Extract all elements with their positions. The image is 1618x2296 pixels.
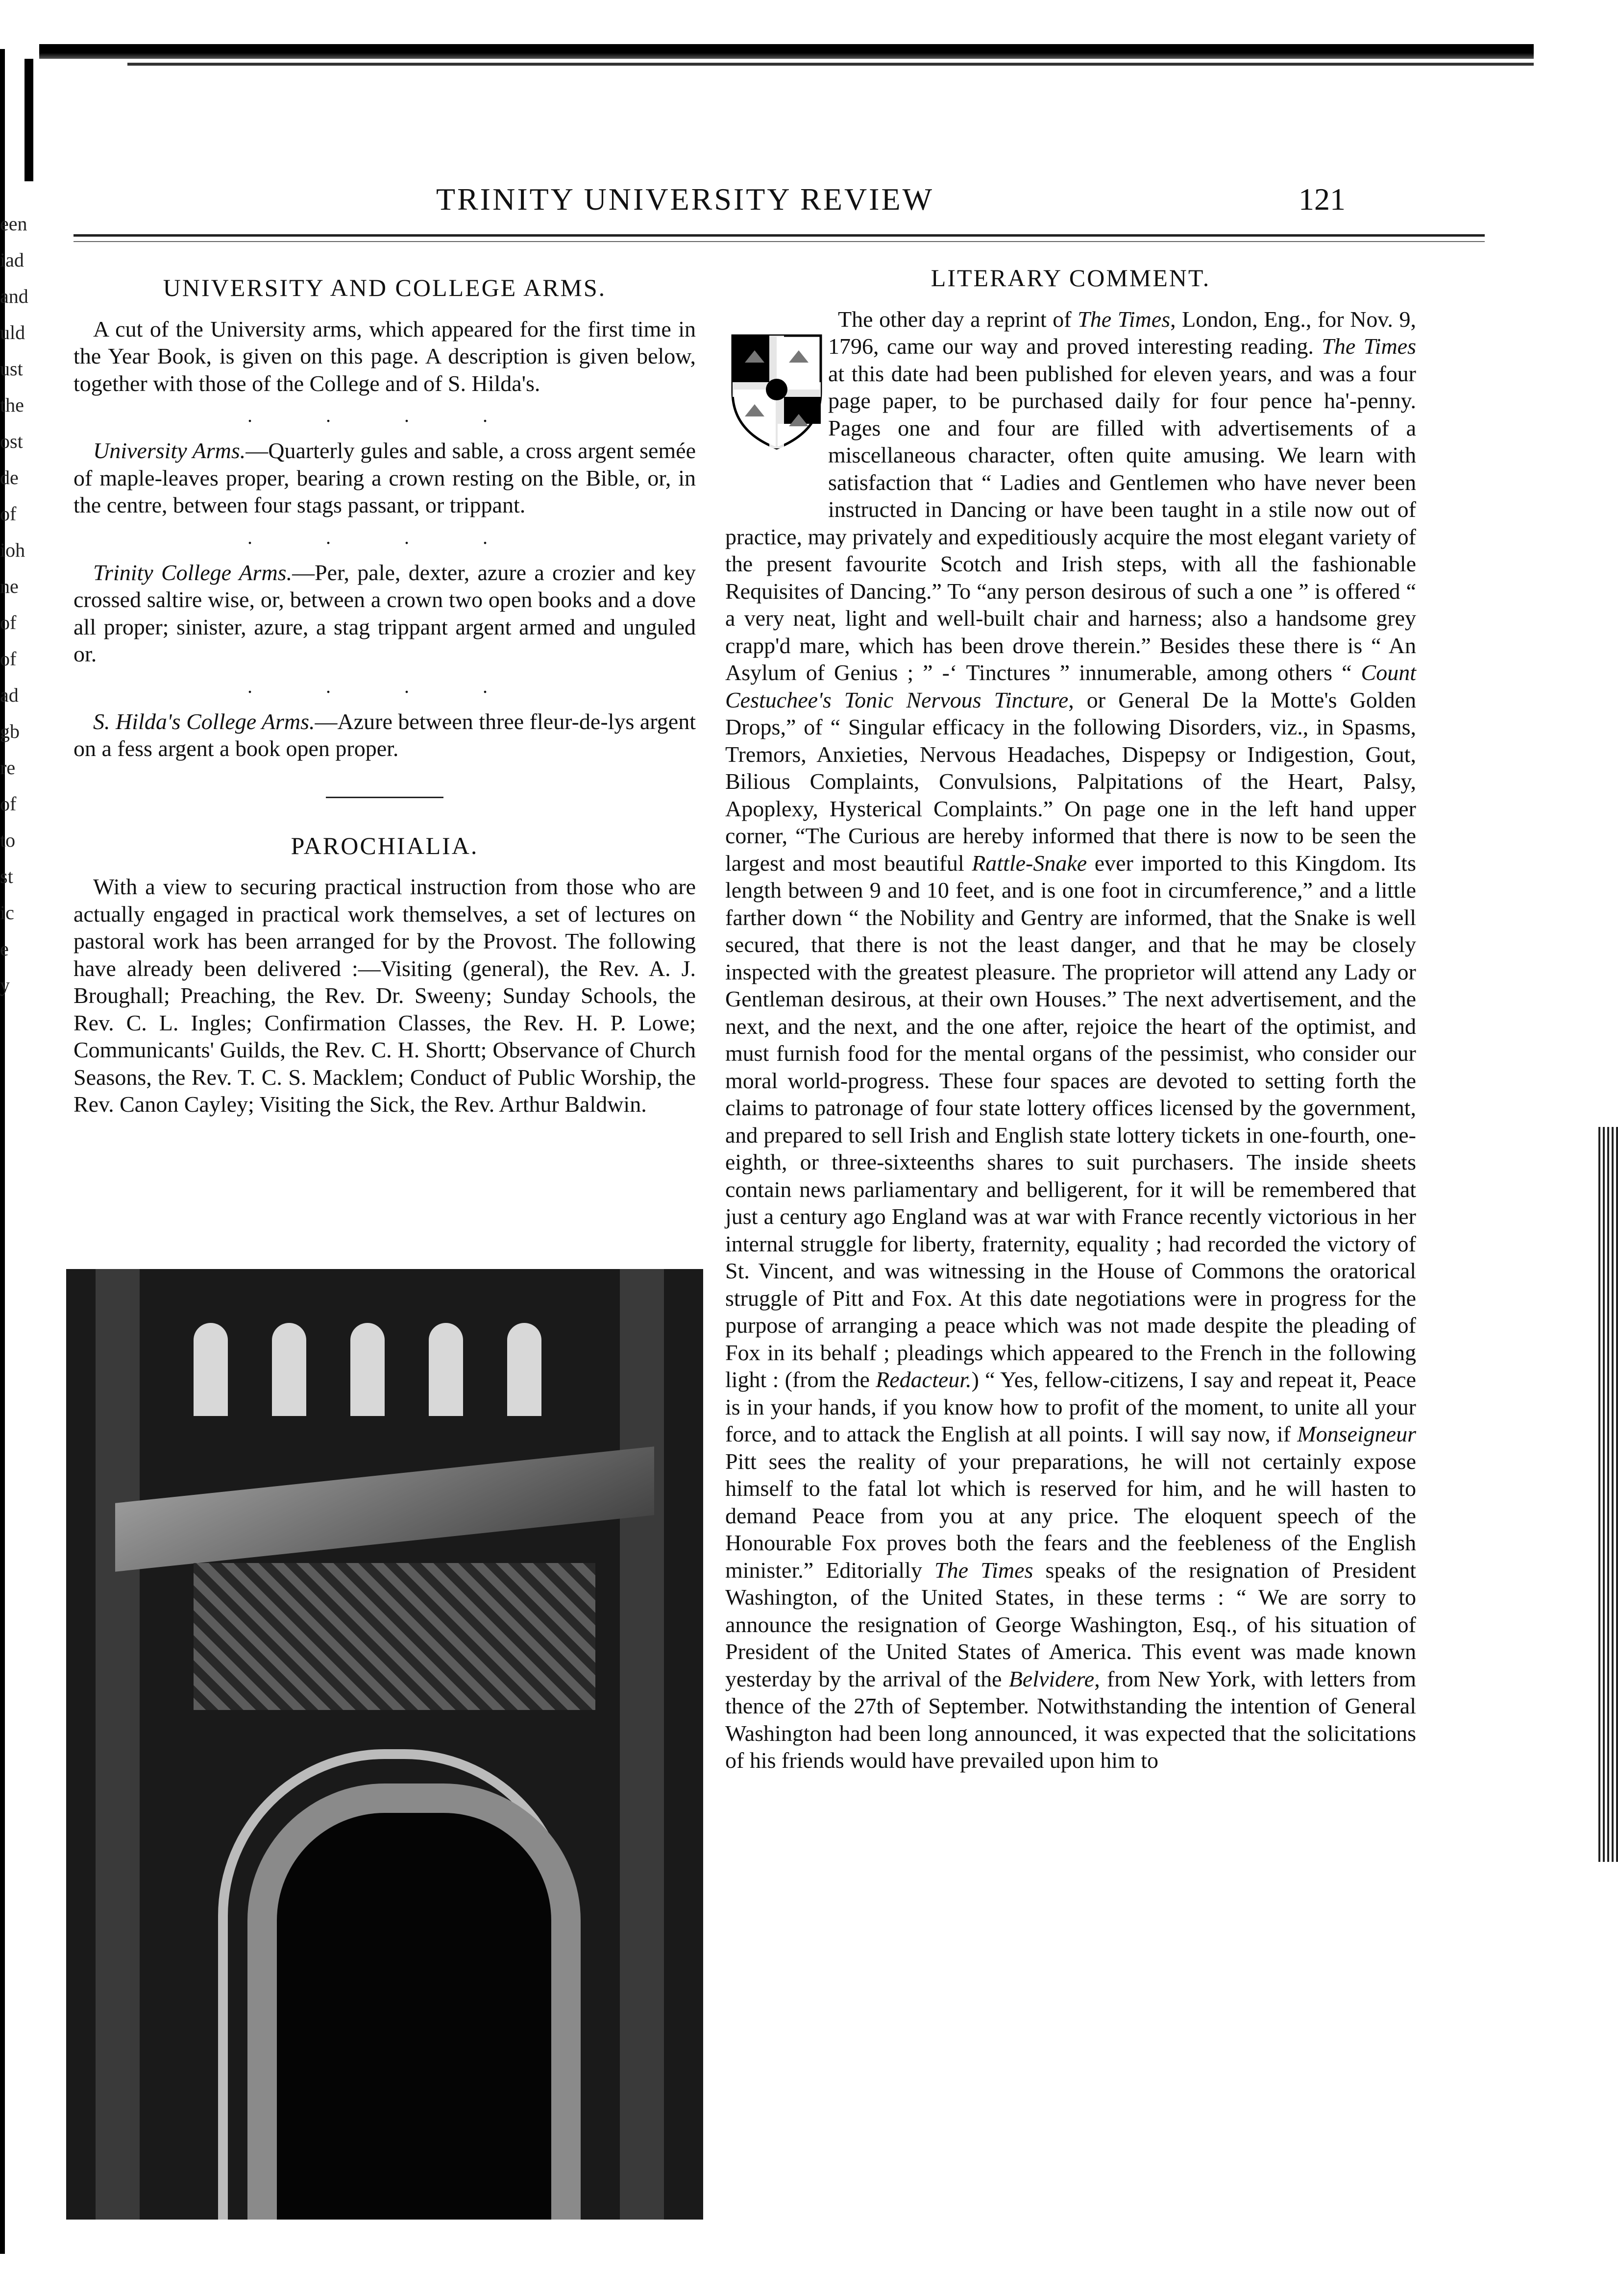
body-text: , from New York, with letters from thence of the 27th of September. Notwithstanding the intention of General Washington had been long announced, it was expected that the solicitations of his friends would have prevailed upon him to — [725, 1666, 1416, 1773]
body-text: , or General De la Motte's Golden Drops,” of “ Singular efficacy in the following Disorders, viz., in Spasms, Tremors, Anxieties, Nervous Headaches, Dispepsy or Indigestion, Gout, Bilious Complaints, Convulsions, Palpitations of the Heart, Palsy, Apoplexy, Hysterical Complaints.” On page one in the left hand upper corner, “The Curious are hereby informed that there is now to be seen the largest and most beautiful — [725, 687, 1416, 876]
margin-fragment: ic — [0, 902, 14, 924]
margin-fragment: of — [0, 611, 17, 634]
margin-fragment: the — [0, 394, 24, 416]
body-text: ) “ Yes, fellow-citizens, I say and repeat it, Peace is in your hands, if you know how to profit of the moment, to unite all your force, and to attack the English at all points. I will say now, if — [725, 1367, 1416, 1446]
photo-window — [507, 1323, 541, 1416]
photo-window — [350, 1323, 385, 1416]
margin-fragment: uld — [0, 321, 25, 343]
tincture-name: Count Cestuchee's Tonic Nervous Tincture — [725, 660, 1416, 712]
chapel-doorway-photograph — [66, 1269, 703, 2220]
university-arms-label: University Arms. — [93, 438, 246, 463]
body-text: at this date had been published for eleven years, and was a four page paper, to be purchased daily for four pence ha'-penny. Pages one and four are filled with advertisements of a miscellaneous character, often quite amusing. We learn with satisfaction that “ Ladies and Gentlemen who have never been instructed in Dancing or have been taught in a stile now out of practice, may privately and expeditiously acquire the most elegant variety of the present favourite Scotch and Irish steps, with all the fashionable Requisites of Dancing.” To “any person desirous of such a one ” is offered “ a very neat, light and well-built chair and harness; also a handsome grey crapp'd mare, which has been drove therein.” Besides these there is “ An Asylum of Genius ; ” -‘ Tinctures ” innumerable, among others “ — [725, 361, 1416, 685]
body-text: ever imported to this Kingdom. Its length between 9 and 10 feet, and is one foot in circumference,” and a little farther down “ the Nobility and Gentry are informed, that the Snake is well secured, that there is not the least danger, and that he may be closely inspected with the greatest pleasure. The proprietor will attend any Lady or Gentleman desirous, at their own Houses.” The next advertisement, and the next, and the next, and the one after, rejoice the heart of the optimist, and must furnish food for the mental organs of the pessimist, who consider our moral world-progress. These four spaces are devoted to setting forth the claims to patronage of four state lottery offices licensed by the government, and prepared to sell Irish and English state lottery tickets in one-fourth, one-eighth, or three-sixteenths shares to suit purchasers. The inside sheets contain news parliamentary and belligerent, for it will be remembered that just a century ago England was at war with France recently victorious in her internal struggle for liberty, fraternity, equality ; had recorded the victory of St. Vincent, and was witnessing in the House of Commons the oratorical struggle of Pitt and Fox. At this date negotiations were in progress for the purpose of arranging a peace which was not made despite the pleading of Fox in its behalf ; pleadings which appeared to the French in the following light : (from the — [725, 850, 1416, 1392]
margin-fragment: st — [0, 865, 13, 887]
margin-fragment: de — [0, 466, 19, 489]
parochialia-heading: PAROCHIALIA. — [291, 831, 479, 859]
top-border-thin — [127, 63, 1534, 66]
ship-name: Belvidere — [1008, 1666, 1095, 1691]
left-column — [74, 274, 696, 1127]
newspaper-title: The Times — [1078, 306, 1171, 332]
margin-fragment: ioh — [0, 539, 25, 561]
binding-edge-mark — [25, 59, 33, 181]
section-dots: . . . . — [247, 526, 522, 548]
margin-fragment: een — [0, 213, 27, 235]
margin-fragment: gb — [0, 720, 20, 742]
body-text: speaks of the resignation of President Washington, of the United States, in these terms : “ We are sorry to announce the resignation of George Washington, Esq., of his situation of President of the United States of America. This event was made known yesterday by the arrival of the — [725, 1557, 1417, 1691]
trinity-arms-paragraph — [74, 559, 696, 668]
newspaper-title: The Times — [1322, 334, 1416, 359]
margin-fragment: e — [0, 938, 9, 960]
header-rule-thin — [74, 241, 1485, 242]
margin-fragment: iad — [0, 249, 24, 271]
section-dots: . . . . — [247, 404, 522, 426]
top-border — [39, 44, 1534, 59]
running-header — [0, 181, 1618, 225]
monseigneur-word: Monseigneur — [1297, 1421, 1416, 1446]
section-dots: . . . . — [247, 675, 522, 697]
trinity-arms-text: —Per, pale, dexter, azure a crozier and key crossed saltire wise, or, between a crown two open books and a dove all proper; sinister, azure, a stag trippant argent armed and unguled or. — [74, 560, 696, 666]
redacteur-word: Redacteur. — [876, 1367, 972, 1392]
photo-pillar — [620, 1269, 664, 2220]
body-text: Pitt sees the reality of your preparations, he will not certainly expose himself to the fatal lot which is reserved for him, and he will hasten to demand Peace from you at any price. The eloquent speech of the Honourable Fox proves both the fears and the feebleness of the English minister.” Editorially — [725, 1448, 1416, 1583]
page-number: 121 — [1299, 182, 1346, 217]
photo-pillar — [96, 1269, 140, 2220]
right-page-edge — [1598, 1127, 1618, 1862]
body-text: , London, Eng., for Nov. 9, 1796, came our way and proved interesting reading. — [828, 306, 1416, 359]
margin-fragment: ad — [0, 684, 19, 706]
hilda-arms-paragraph — [74, 708, 696, 762]
photo-doorway-arch — [247, 1783, 581, 2220]
margin-fragment: re — [0, 757, 16, 779]
university-arms-paragraph — [74, 437, 696, 519]
photo-stair — [115, 1446, 654, 1572]
margin-fragment: of — [0, 648, 17, 670]
literary-comment-body — [725, 306, 1416, 1774]
rattlesnake-word: Rattle-Snake — [972, 850, 1087, 876]
photo-carved-panel — [194, 1563, 595, 1710]
photo-window — [429, 1323, 463, 1416]
margin-fragment: of — [0, 503, 17, 525]
newspaper-title: The Times — [934, 1557, 1033, 1583]
parochialia-text: With a view to securing practical instruction from those who are actually engaged in practical work themselves, a set of lectures on pastoral work has been arranged for by the Provost. The following have already been delivered :—Visiting (general), the Rev. A. J. Broughall; Preaching, the Rev. Dr. Sweeny; Sunday Schools, the Rev. C. L. Ingles; Confirmation Classes, the Rev. H. P. Lowe; Communicants' Guilds, the Rev. C. H. Shortt; Observance of Church Seasons, the Rev. T. C. S. Macklem; Conduct of Public Worship, the Rev. Canon Cayley; Visiting the Sick, the Rev. Arthur Baldwin. — [74, 874, 696, 1117]
arms-intro: A cut of the University arms, which appeared for the first time in the Year Book, is given on this page. A description is given below, together with those of the College and of S. Hilda's. — [74, 316, 696, 396]
margin-fragment: to — [0, 829, 16, 851]
margin-fragments — [0, 206, 54, 1003]
body-text: The other day a reprint of — [838, 306, 1078, 332]
trinity-arms-label: Trinity College Arms. — [93, 560, 293, 585]
margin-fragment: and — [0, 285, 28, 307]
right-column — [725, 265, 1416, 1783]
crest-text-gap — [725, 306, 828, 512]
photo-window — [272, 1323, 306, 1416]
margin-fragment: ust — [0, 358, 23, 380]
section-divider — [326, 797, 443, 798]
hilda-arms-text: —Azure between three fleur-de-lys argent on a fess argent a book open proper. — [74, 708, 696, 761]
margin-fragment: ost — [0, 430, 23, 452]
photo-window — [194, 1323, 228, 1416]
university-arms-text: —Quarterly gules and sable, a cross argent semée of maple-leaves proper, bearing a crown resting on the Bible, or, in the centre, between four stags passant, or trippant. — [74, 438, 696, 517]
margin-fragment: ne — [0, 575, 19, 597]
journal-title: TRINITY UNIVERSITY REVIEW — [436, 182, 934, 217]
margin-fragment: of — [0, 793, 17, 815]
hilda-arms-label: S. Hilda's College Arms. — [93, 708, 315, 734]
arms-heading: UNIVERSITY AND COLLEGE ARMS. — [163, 274, 607, 301]
literary-comment-heading: LITERARY COMMENT. — [931, 264, 1211, 292]
header-rule — [74, 234, 1485, 237]
margin-fragment: y — [0, 974, 10, 996]
